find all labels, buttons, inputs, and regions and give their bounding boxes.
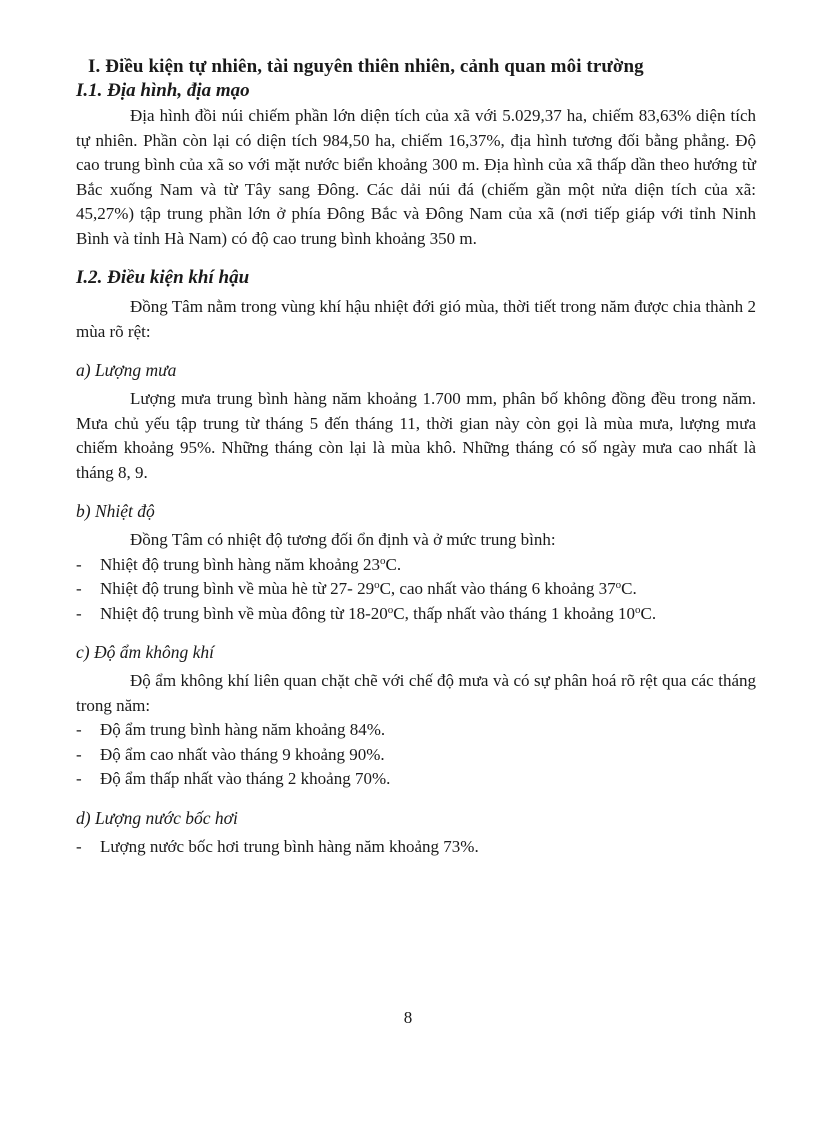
section-1-title: I.1. Địa hình, địa mạo bbox=[76, 80, 250, 101]
climate-intro: Đồng Tâm nằm trong vùng khí hậu nhiệt đới gió mùa, thời tiết trong năm được chia thành 2 mùa rõ rệt: bbox=[76, 297, 756, 341]
list-item: - Độ ẩm cao nhất vào tháng 9 khoảng 90%. bbox=[76, 744, 385, 764]
page-number: 8 bbox=[403, 1008, 413, 1027]
rain-paragraph: Lượng mưa trung bình hàng năm khoảng 1.700 mm, phân bố không đồng đều trong năm. Mưa chủ yếu tập trung từ tháng 5 đến tháng 11, thời gian này còn gọi là mùa mưa, lượng mưa chiếm khoảng 95%. Những tháng còn lại là mùa khô. Những tháng có số ngày mưa cao nhất là tháng 8, 9. bbox=[76, 389, 756, 482]
humidity-title: c) Độ ẩm không khí bbox=[76, 642, 215, 662]
temperature-intro: Đồng Tâm có nhiệt độ tương đối ổn định và ở mức trung bình: bbox=[130, 530, 556, 549]
evaporation-title: d) Lượng nước bốc hơi bbox=[76, 807, 238, 828]
temperature-title: b) Nhiệt độ bbox=[76, 501, 155, 521]
terrain-paragraph: Địa hình đồi núi chiếm phần lớn diện tích của xã với 5.029,37 ha, chiếm 83,63% diện tích tự nhiên. Phần còn lại có diện tích 984,50 ha, chiếm 16,37%, địa hình tương đối bằng phẳng. Độ cao trung bình của xã so với mặt nước biển khoảng 300 m. Địa hình của xã thấp dần theo hướng từ Bắc xuống Nam và từ Tây sang Đông. Các dải núi đá (chiếm gần một nửa diện tích của xã: 45,27%) tập trung phần lớn ở phía Đông Bắc và Đông Nam của xã (nơi tiếp giáp với tỉnh Ninh Bình và tỉnh Hà Nam) có độ cao trung bình khoảng 350 m. bbox=[76, 106, 756, 248]
list-item: - Nhiệt độ trung bình hàng năm khoảng 23$^o$C. bbox=[76, 554, 402, 574]
list-item: - Độ ẩm thấp nhất vào tháng 2 khoảng 70%. bbox=[76, 769, 391, 788]
rain-title: a) Lượng mưa bbox=[76, 360, 177, 380]
list-item: - Nhiệt độ trung bình về mùa đông từ 18-20$^o$C, thấp nhất vào tháng 1 khoảng 10$^o$C. bbox=[76, 603, 657, 623]
list-item: - Nhiệt độ trung bình về mùa hè từ 27- 29$^o$C, cao nhất vào tháng 6 khoảng 37$^o$C. bbox=[76, 579, 637, 598]
list-item: - Lượng nước bốc hơi trung bình hàng năm khoảng 73%. bbox=[76, 836, 479, 856]
section-2-title: I.2. Điều kiện khí hậu bbox=[76, 267, 250, 288]
document-page bbox=[76, 56, 756, 859]
temperature-list bbox=[76, 553, 756, 627]
main-heading: I. Điều kiện tự nhiên, tài nguyên thiên nhiên, cảnh quan môi trường bbox=[88, 56, 644, 77]
evaporation-list bbox=[76, 835, 756, 860]
humidity-intro: Độ ẩm không khí liên quan chặt chẽ với chế độ mưa và có sự phân hoá rõ rệt qua các tháng trong năm: bbox=[76, 671, 756, 715]
list-item: - Độ ẩm trung bình hàng năm khoảng 84%. bbox=[76, 720, 386, 739]
humidity-list bbox=[76, 718, 756, 792]
